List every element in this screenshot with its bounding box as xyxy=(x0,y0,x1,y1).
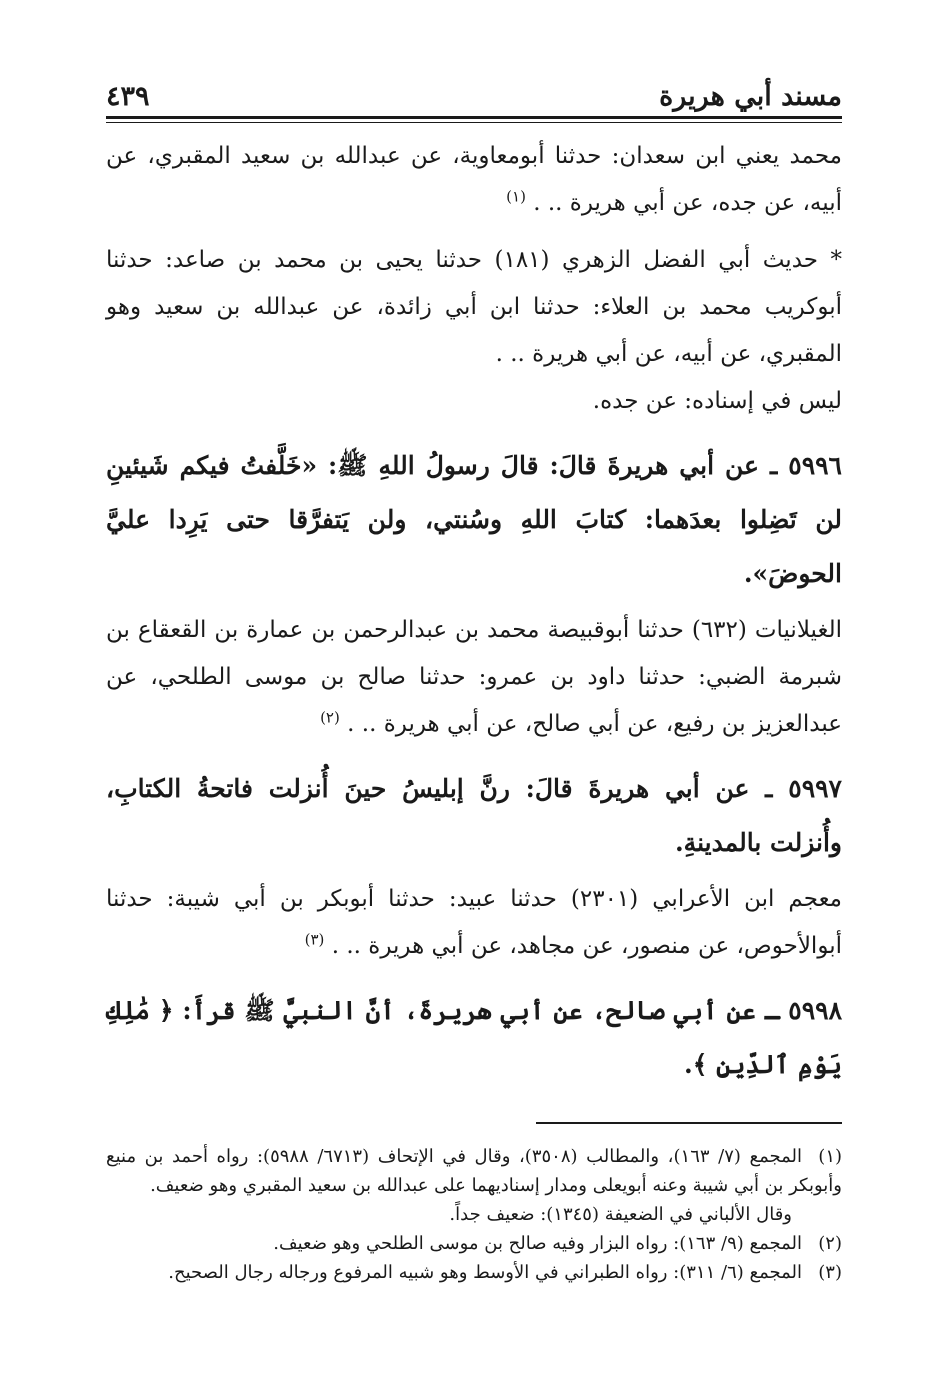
footnote-label: (٢) xyxy=(818,1233,842,1254)
footnote-text: المجمع (٦/ ٣١١): رواه الطبراني في الأوسط وهو شبيه المرفوع ورجاله رجال الصحيح. xyxy=(168,1262,802,1283)
paragraph-2: * حديث أبي الفضل الزهري (١٨١) حدثنا يحيى بن محمد بن صاعد: حدثنا أبوكريب محمد بن العلاء: حدثنا ابن أبي زائدة، عن عبدالله بن سعيد وهو المقبري، عن أبيه، عن أبي هريرة .. . xyxy=(106,247,842,367)
hadith-text: ـ عن أبي هريرةَ قالَ: قالَ رسولُ اللهِ ﷺ: «خَلَّفتُ فيكم شَيئينِ لن تَضِلوا بعدَهما: كتابَ اللهِ وسُنتي، ولن يَتفرَّقا حتى يَرِدا عليَّ الحوضَ». xyxy=(106,451,842,588)
footnote-ref-3: (٣) xyxy=(304,930,325,949)
footnote-label: (٣) xyxy=(818,1262,842,1283)
footnote-label: (١) xyxy=(818,1146,843,1167)
footnote-1 xyxy=(106,1142,842,1200)
paragraph-5 xyxy=(106,876,842,970)
footnote-text: المجمع (٩/ ١٦٣): رواه البزار وفيه صالح بن موسى الطلحي وهو ضعيف. xyxy=(273,1233,802,1254)
hadith-5998 xyxy=(106,984,842,1092)
paragraph-4-text: الغيلانيات (٦٣٢) حدثنا أبوقبيصة محمد بن عبدالرحمن بن عمارة بن القعقاع بن شبرمة الضبي: حدثنا داود بن عمرو: حدثنا صالح بن موسى الطلحي، عن عبدالعزيز بن رفيع، عن أبي صالح، عن أبي هريرة .. . xyxy=(106,617,842,737)
paragraph-1-text: محمد يعني ابن سعدان: حدثنا أبومعاوية، عن عبدالله بن سعيد المقبري، عن أبيه، عن جده، عن أبي هريرة .. . xyxy=(106,143,842,216)
paragraph-5-text: معجم ابن الأعرابي (٢٣٠١) حدثنا عبيد: حدثنا أبوبكر بن أبي شيبة: حدثنا أبوالأحوص، عن منصور، عن مجاهد، عن أبي هريرة .. . xyxy=(106,886,842,959)
hadith-number: ٥٩٩٨ xyxy=(788,996,842,1025)
footnotes xyxy=(106,1142,842,1287)
footnote-ref-1: (١) xyxy=(506,187,526,206)
hadith-text: ـ عن أبي صالح، عن أبي هريرةَ، أنَّ النبيَّ ﷺ قرأَ: ﴿ مَٰلِكِ يَوْمِ ٱلدِّينِ ﴾. xyxy=(106,996,842,1079)
footnote-1-continued: وقال الألباني في الضعيفة (١٣٤٥): ضعيف جداً. xyxy=(449,1204,792,1225)
main-text xyxy=(106,133,842,1092)
hadith-number: ٥٩٩٦ xyxy=(788,451,842,480)
hadith-5996 xyxy=(106,439,842,601)
footnote-3 xyxy=(106,1258,842,1287)
paragraph-4 xyxy=(106,607,842,748)
page-number: ٤٣٩ xyxy=(106,81,150,112)
paragraph-3: ليس في إسناده: عن جده. xyxy=(592,388,842,414)
footnote-ref-2: (٢) xyxy=(320,708,340,727)
header-rule-thin xyxy=(106,122,842,123)
header-rule xyxy=(106,116,842,119)
footnote-2 xyxy=(106,1229,842,1258)
hadith-text: ـ عن أبي هريرةَ قالَ: رنَّ إبليسُ حينَ أُنزلت فاتحةُ الكتابِ، وأُنزلت بالمدينةِ. xyxy=(106,774,842,857)
paragraph-1 xyxy=(106,133,842,227)
page-header xyxy=(106,70,842,112)
hadith-5997 xyxy=(106,762,842,870)
footnote-text: المجمع (٧/ ١٦٣)، والمطالب (٣٥٠٨)، وقال في الإتحاف (٦٧١٣/ ٥٩٨٨): رواه أحمد بن منيع وأبوبكر بن أبي شيبة وعنه أبويعلى ومدار إسناديهما على عبدالله بن سعيد المقبري وهو ضعيف. xyxy=(106,1146,842,1196)
running-title: مسند أبي هريرة xyxy=(659,81,842,112)
footnote-rule xyxy=(536,1122,842,1124)
hadith-number: ٥٩٩٧ xyxy=(788,774,842,803)
